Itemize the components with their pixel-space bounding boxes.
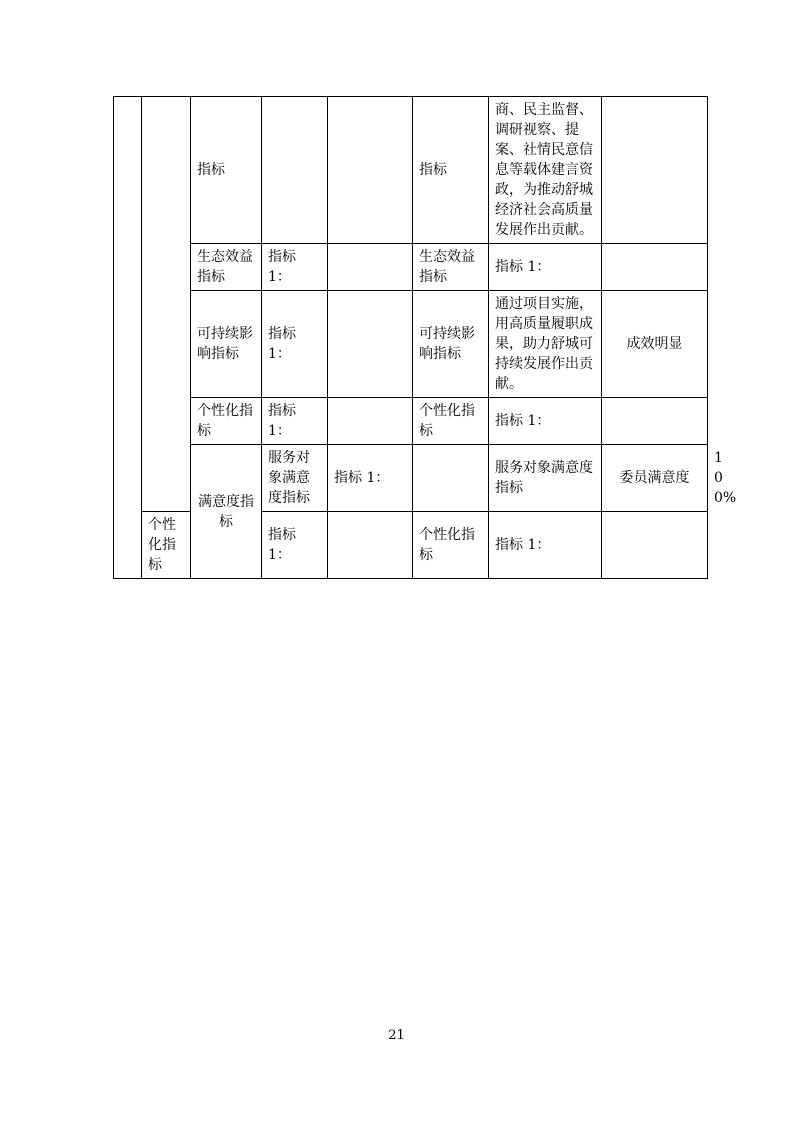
level3-indicator-cell: 指标 xyxy=(191,97,262,244)
indicator-cell: 指标 1： xyxy=(262,398,328,445)
target-cell xyxy=(328,97,413,244)
level3-indicator-cell: 可持续影响指标 xyxy=(413,291,489,398)
level3-indicator-cell: 服务对象满意度指标 xyxy=(262,445,328,512)
indicator-content-cell: 指标 1： xyxy=(489,398,602,445)
level3-indicator-cell: 个性化指标 xyxy=(413,512,489,579)
target-cell xyxy=(328,398,413,445)
indicator-content-cell: 指标 1： xyxy=(489,244,602,291)
target-cell xyxy=(328,512,413,579)
target-cell xyxy=(413,445,489,512)
indicator-value-cell xyxy=(602,398,708,445)
indicator-content-cell: 通过项目实施，用高质量履职成果，助力舒城可持续发展作出贡献。 xyxy=(489,291,602,398)
indicator-cell xyxy=(262,97,328,244)
indicator-content-cell: 商、民主监督、调研视察、提案、社情民意信息等载体建言资政，为推动舒城经济社会高质量发展作出贡献。 xyxy=(489,97,602,244)
indicator-cell: 指标 1： xyxy=(262,512,328,579)
performance-indicator-table xyxy=(113,96,737,579)
level3-indicator-cell: 生态效益指标 xyxy=(413,244,489,291)
indicator-content-cell: 指标 1： xyxy=(489,512,602,579)
target-cell xyxy=(328,291,413,398)
target-cell xyxy=(328,244,413,291)
level3-indicator-cell: 个性化指标 xyxy=(191,398,262,445)
level2-indicator-cell xyxy=(142,97,191,512)
indicator-cell: 指标 1： xyxy=(262,291,328,398)
indicator-value-cell xyxy=(602,97,708,244)
level1-indicator-cell xyxy=(114,97,142,579)
table-row xyxy=(114,291,708,398)
level3-indicator-cell: 可持续影响指标 xyxy=(191,291,262,398)
indicator-content-cell: 委员满意度 xyxy=(602,445,708,512)
table-row: 满意度指标 服务对象满意度指标 指标 1： 服务对象满意度指标 委员满意度 100% xyxy=(114,445,708,512)
page-number: 21 xyxy=(388,1028,405,1043)
level3-indicator-cell: 指标 xyxy=(413,97,489,244)
satisfaction-indicator-label: 满意度指标 xyxy=(191,445,262,579)
indicator-value-cell: 成效明显 xyxy=(602,291,708,398)
indicator-cell: 指标 1： xyxy=(262,244,328,291)
level3-indicator-cell: 服务对象满意度指标 xyxy=(489,445,602,512)
table-row xyxy=(114,97,708,244)
indicator-value-cell xyxy=(602,244,708,291)
table-row xyxy=(114,244,708,291)
level3-indicator-cell: 个性化指标 xyxy=(413,398,489,445)
indicator-cell: 指标 1： xyxy=(328,445,413,512)
indicator-value-cell xyxy=(602,512,708,579)
table-row xyxy=(114,398,708,445)
level3-indicator-cell: 生态效益指标 xyxy=(191,244,262,291)
level3-indicator-cell: 个性化指标 xyxy=(142,512,191,579)
